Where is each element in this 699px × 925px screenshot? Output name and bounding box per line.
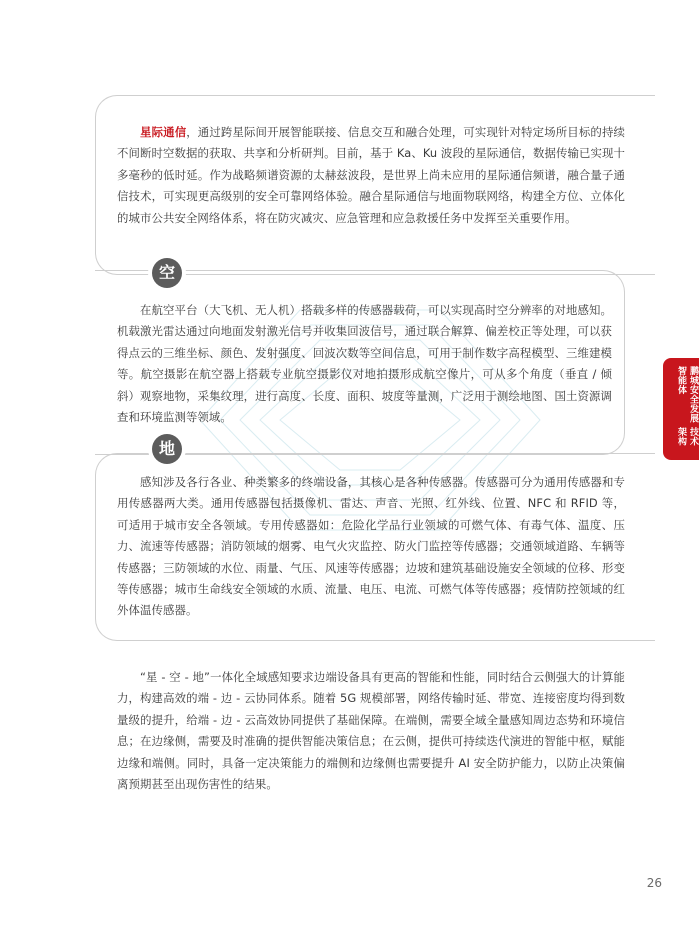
xing-text: ，通过跨星际间开展智能联接、信息交互和融合处理，可实现针对特定场所目标的持续不间断时空数据的获取、共享和分析研判。目前，基于 Ka、Ku 波段的星际通信，数据传输已实现十多毫秒的低时延。作为战略频谱资源的太赫兹波段，是世界上尚未应用的星际通信频谱，融合量子通信技术，可实现更高级别的安全可靠网络体验。融合星际通信与地面物联网络，构建全方位、立体化的城市公共安全网络体系，将在防灾减灾、应急管理和应急救援任务中发挥至关重要作用。	[117, 125, 625, 225]
di-paragraph	[117, 472, 625, 622]
chapter-side-tab-label	[663, 366, 699, 454]
chapter-side-tab-line2: 技术架构	[676, 426, 698, 446]
kong-text: 在航空平台（大飞机、无人机）搭载多样的传感器载荷，可以实现高时空分辨率的对地感知。机载激光雷达通过向地面发射激光信号并收集回波信号，通过联合解算、偏差校正等处理，可以获得点云的三维坐标、颜色、发射强度、回波次数等空间信息，可用于制作数字高程模型、三维建模等。航空摄影在航空器上搭载专业航空摄影仪对地拍摄形成航空像片，可从多个角度（垂直 / 倾斜）观察地物，采集纹理，进行高度、长度、面积、坡度等量测，广泛用于测绘地图、国土资源调查和环境监测等领域。	[117, 303, 612, 425]
page-number: 26	[646, 876, 662, 890]
di-badge: 地	[152, 434, 182, 464]
di-text: 感知涉及各行各业、种类繁多的终端设备，其核心是各种传感器。传感器可分为通用传感器和专用传感器两大类。通用传感器包括摄像机、雷达、声音、光照、红外线、位置、NFC 和 RFID 等，可适用于城市安全各领域。专用传感器如：危险化学品行业领域的可燃气体、有毒气体、温度、压力、流速等传感器；消防领域的烟雾、电气火灾监控、防火门监控等传感器；交通领域道路、车辆等传感器；三防领域的水位、雨量、气压、风速等传感器；边坡和建筑基础设施安全领域的位移、形变等传感器；城市生命线安全领域的水质、流量、电压、电流、可燃气体等传感器；疫情防控领域的红外体温传感器。	[117, 475, 625, 618]
xing-highlight-label: 星际通信	[140, 125, 187, 139]
summary-text: “星 - 空 - 地”一体化全域感知要求边端设备具有更高的智能和性能，同时结合云侧强大的计算能力，构建高效的端 - 边 - 云协同体系。随着 5G 规模部署，网络传输时延、带宽、连接密度均得到数量级的提升，给端 - 边 - 云高效协同提供了基础保障。在端侧，需要全域全量感知周边态势和环境信息；在边缘侧，需要及时准确的提供智能决策信息；在云侧，提供可持续迭代演进的智能中枢，赋能边缘和端侧。同时，具备一定决策能力的端侧和边缘侧也需要提升 AI 安全防护能力，以防止决策偏离预期甚至出现伤害性的结果。	[117, 670, 625, 792]
chapter-side-tab[interactable]	[663, 358, 699, 460]
summary-paragraph	[117, 667, 625, 795]
chapter-side-tab-line1: 鹏城安全发展智能体	[676, 366, 698, 423]
kong-badge: 空	[152, 258, 182, 288]
xing-paragraph	[117, 122, 625, 229]
kong-paragraph	[117, 300, 612, 428]
